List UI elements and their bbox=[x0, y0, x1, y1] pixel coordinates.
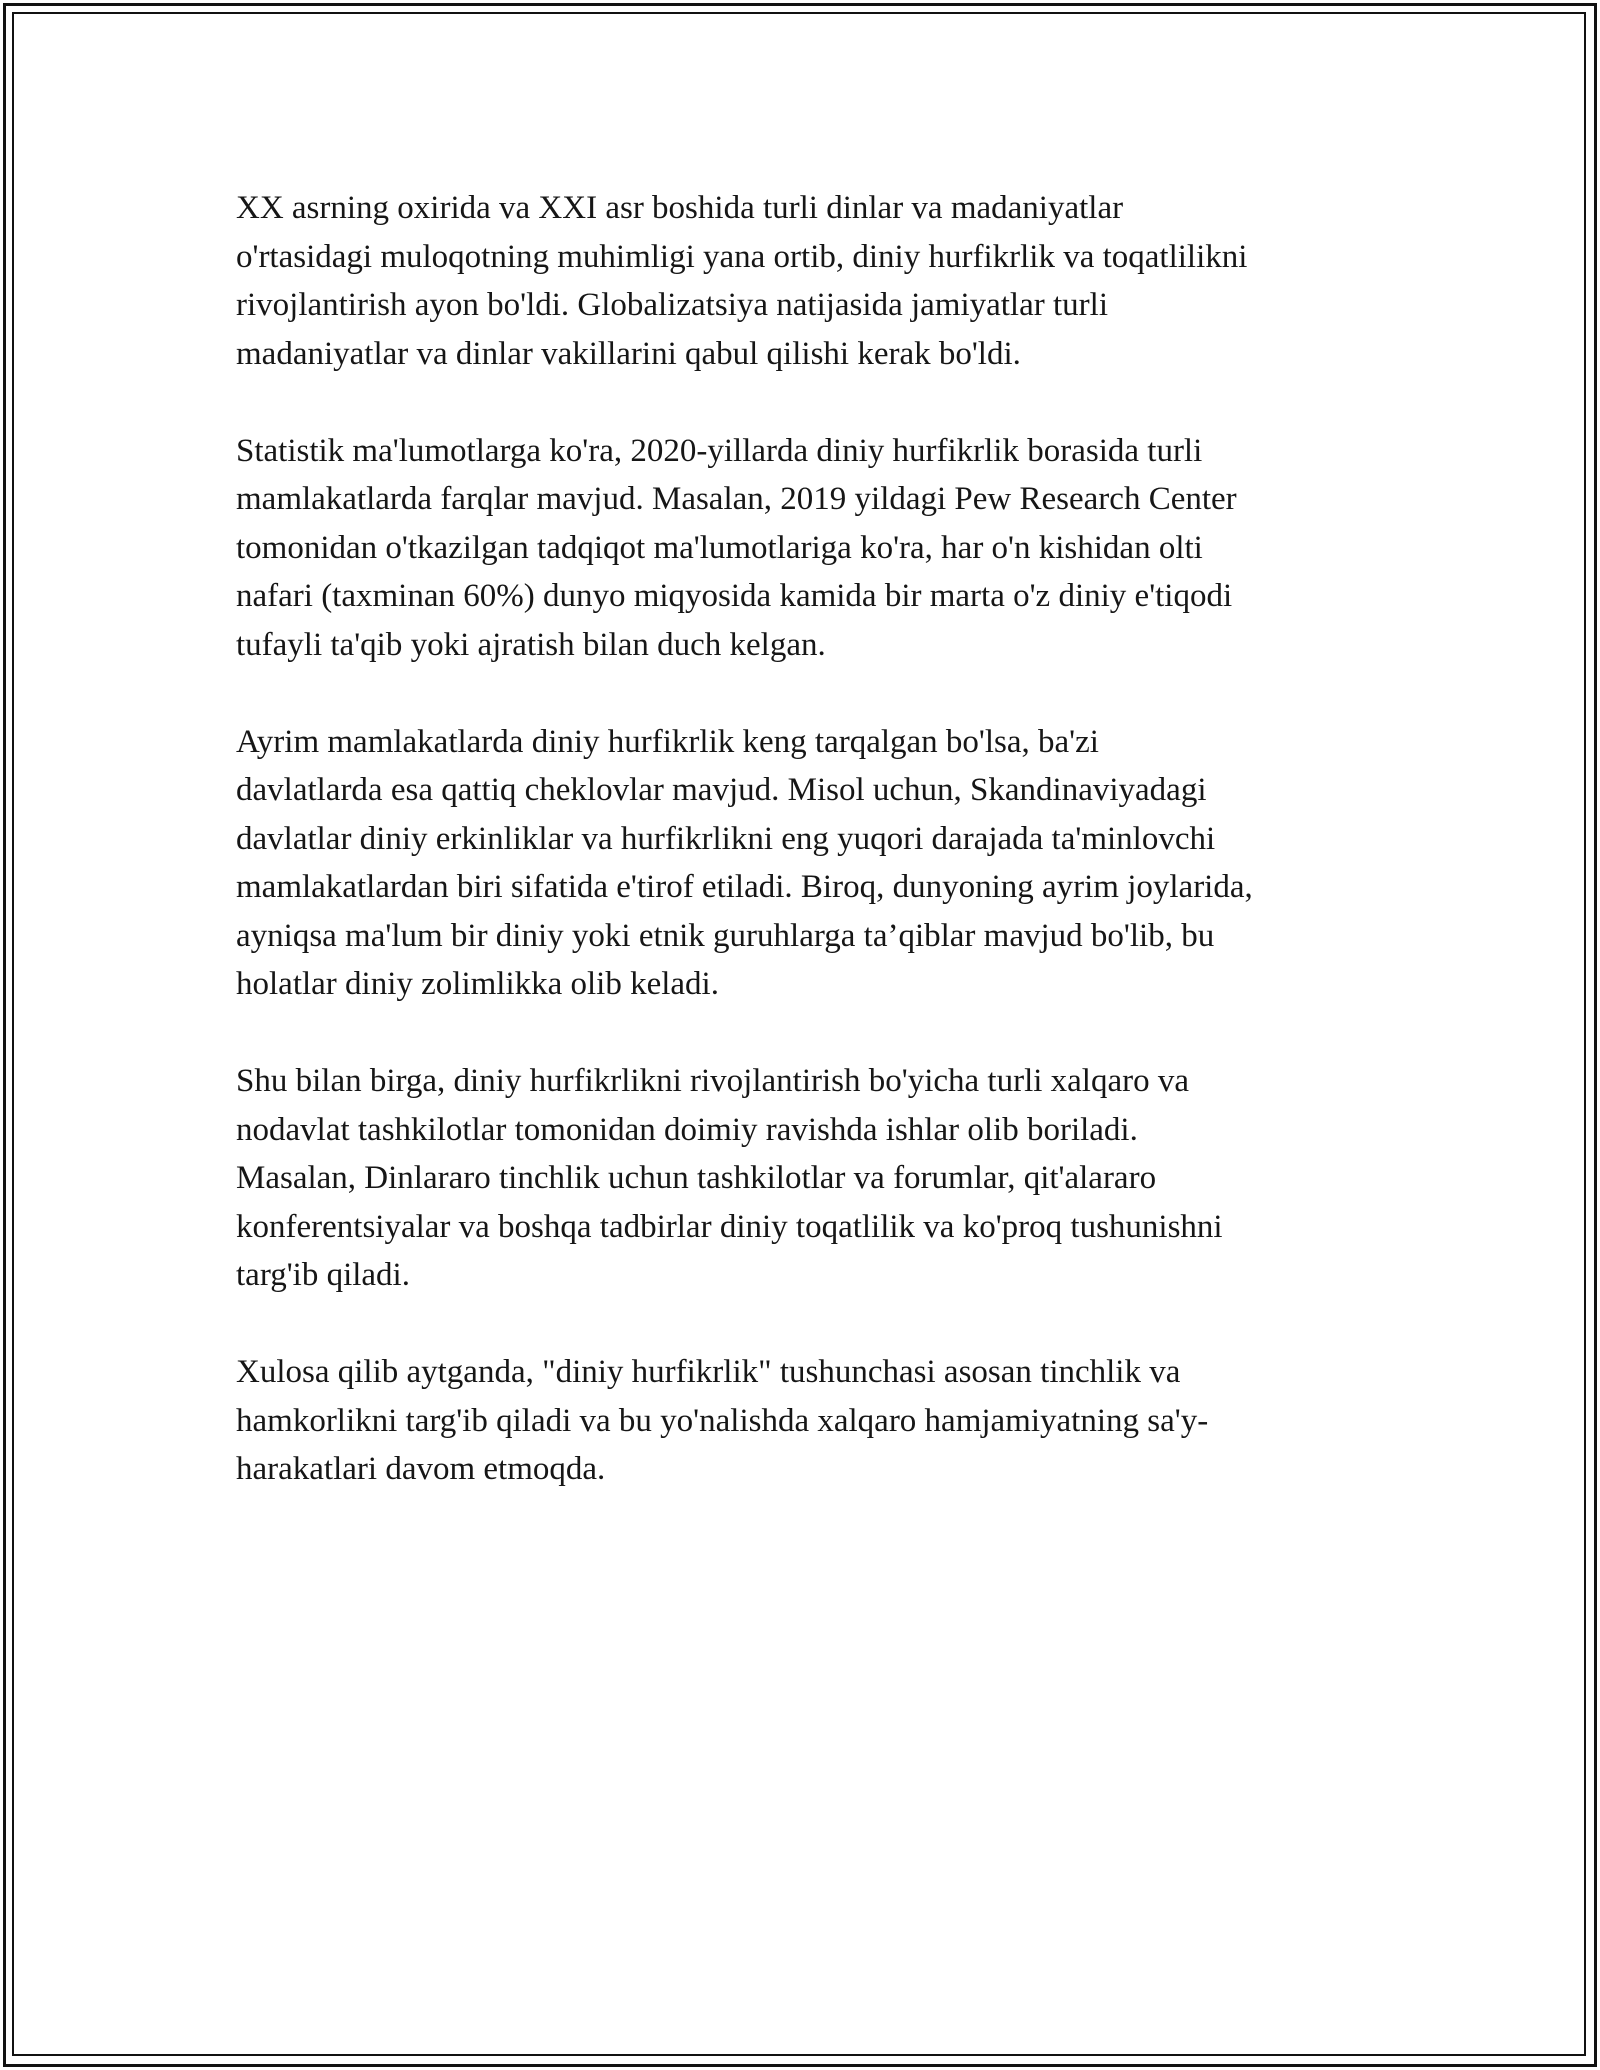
document-body bbox=[236, 184, 1376, 1542]
text-line: Statistik ma'lumotlarga ko'ra, 2020-yillarda diniy hurfikrlik borasida turli bbox=[236, 432, 1203, 469]
text-line: mamlakatlarda farqlar mavjud. Masalan, 2019 yildagi Pew Research Center bbox=[236, 481, 1237, 517]
text-line: tufayli ta'qib yoki ajratish bilan duch kelgan. bbox=[236, 626, 826, 663]
text-line: nodavlat tashkilotlar tomonidan doimiy ravishda ishlar olib boriladi. bbox=[236, 1111, 1138, 1148]
text-line: Shu bilan birga, diniy hurfikrlikni rivojlantirish bo'yicha turli xalqaro va bbox=[236, 1063, 1190, 1099]
text-line: davlatlar diniy erkinliklar va hurfikrlikni eng yuqori darajada ta'minlovchi bbox=[236, 820, 1216, 857]
paragraph-4 bbox=[236, 1057, 1376, 1300]
text-line: mamlakatlardan biri sifatida e'tirof etiladi. Biroq, dunyoning ayrim joylarida, bbox=[236, 869, 1253, 905]
text-line: konferentsiyalar va boshqa tadbirlar diniy toqatlilik va ko'proq tushunishni bbox=[236, 1208, 1223, 1245]
text-line: nafari (taxminan 60%) dunyo miqyosida kamida bir marta o'z diniy e'tiqodi bbox=[236, 578, 1233, 614]
text-line: holatlar diniy zolimlikka olib keladi. bbox=[236, 966, 719, 1002]
text-line: davlatlarda esa qattiq cheklovlar mavjud. Misol uchun, Skandinaviyadagi bbox=[236, 772, 1207, 808]
text-line: XX asrning oxirida va XXI asr boshida turli dinlar va madaniyatlar bbox=[236, 190, 1124, 226]
paragraph-1 bbox=[236, 184, 1376, 378]
text-line: Masalan, Dinlararo tinchlik uchun tashkilotlar va forumlar, qit'alararo bbox=[236, 1160, 1157, 1196]
text-line: madaniyatlar va dinlar vakillarini qabul qilishi kerak bo'ldi. bbox=[236, 335, 1021, 372]
paragraph-2 bbox=[236, 427, 1376, 670]
text-line: rivojlantirish ayon bo'ldi. Globalizatsiya natijasida jamiyatlar turli bbox=[236, 287, 1108, 323]
text-line: Ayrim mamlakatlarda diniy hurfikrlik keng tarqalgan bo'lsa, ba'zi bbox=[236, 723, 1099, 760]
text-line: o'rtasidagi muloqotning muhimligi yana ortib, diniy hurfikrlik va toqatlilikni bbox=[236, 238, 1248, 275]
text-line: harakatlari davom etmoqda. bbox=[236, 1451, 606, 1487]
text-line: ayniqsa ma'lum bir diniy yoki etnik guruhlarga ta’qiblar mavjud bo'lib, bu bbox=[236, 917, 1215, 954]
text-line: targ'ib qiladi. bbox=[236, 1257, 410, 1293]
paragraph-5 bbox=[236, 1348, 1376, 1494]
paragraph-3 bbox=[236, 718, 1376, 1009]
text-line: tomonidan o'tkazilgan tadqiqot ma'lumotlariga ko'ra, har o'n kishidan olti bbox=[236, 529, 1203, 566]
text-line: Xulosa qilib aytganda, "diniy hurfikrlik" tushunchasi asosan tinchlik va bbox=[236, 1354, 1181, 1390]
text-line: hamkorlikni targ'ib qiladi va bu yo'nalishda xalqaro hamjamiyatning sa'y- bbox=[236, 1402, 1209, 1439]
